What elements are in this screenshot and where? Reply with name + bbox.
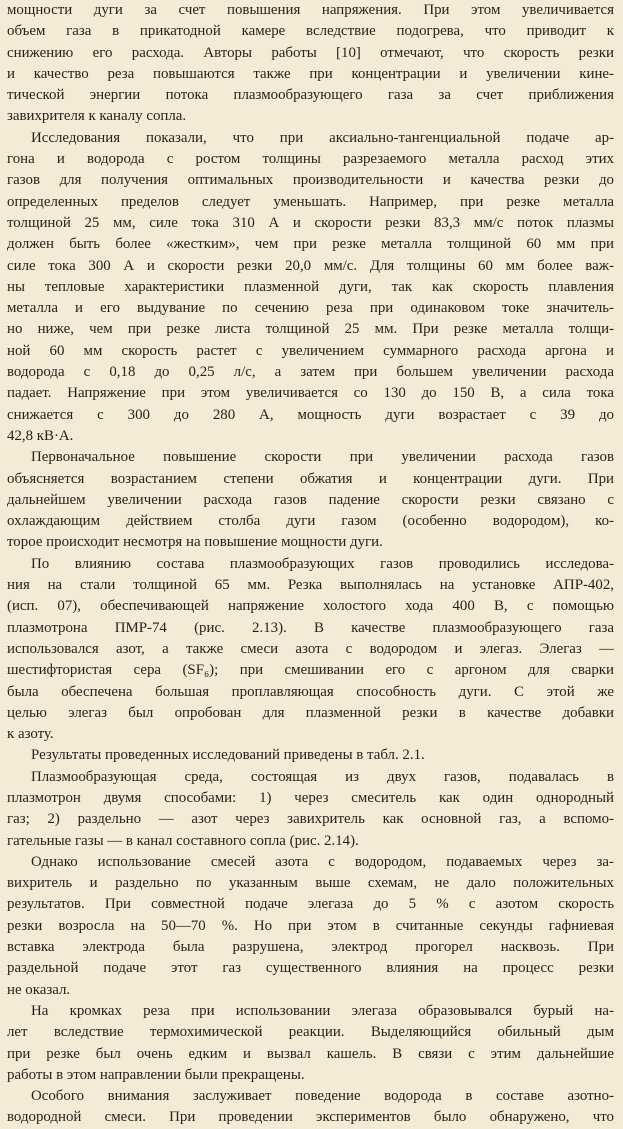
text-line: Исследования показали, что при аксиально-тангенциальной подаче ар-: [31, 129, 614, 146]
text-line: Первоначальное повышение скорости при увеличении расхода газов: [31, 449, 614, 466]
text-line: мощности дуги за счет повышения напряжения. При этом увеличивается: [7, 2, 614, 18]
text-line: тической энергии потока плазмообразующего газа за счет приближения: [7, 87, 614, 104]
text-line: целью элегаз был опробован для плазменной резки в качестве добавки: [7, 704, 614, 721]
text-line: водородной смеси. При проведении экспериментов было обнаружено, что: [7, 1109, 614, 1126]
text-line: водорода с 0,18 до 0,25 л/с, а затем при большем увеличении расхода: [7, 364, 614, 381]
text-line: Особого внимания заслуживает поведение водорода в составе азотно-: [31, 1088, 614, 1105]
text-line: не оказал.: [7, 981, 71, 998]
text-line: гательные газы — в канал составного сопла (рис. 2.14).: [7, 832, 359, 849]
text-line: Плазмообразующая среда, состоящая из двух газов, подавалась в: [31, 768, 614, 785]
text-line: лет вследствие термохимической реакции. Выделяющийся обильный дым: [7, 1024, 614, 1041]
text-line: газ; 2) раздельно — азот через завихритель как основной газ, а вспомо-: [7, 811, 614, 828]
text-line: резки возросла на 50—70 %. Но при этом в считанные секунды гафниевая: [7, 917, 614, 934]
paragraph: [7, 447, 614, 553]
text-line: вставка электрода была разрушена, электрод прогорел насквозь. При: [7, 939, 614, 956]
text-line: (исп. 07), обеспечивающей напряжение холостого хода 400 В, с помощью: [7, 598, 614, 615]
document-page: [7, 0, 614, 1126]
text-line: плазмотрона ПМР-74 (рис. 2.13). В качестве плазмообразующего газа: [7, 619, 614, 636]
text-line: раздельной подаче этот газ существенного влияния на процесс резки: [7, 960, 614, 977]
paragraph: [7, 128, 614, 447]
text-line: объясняется возрастанием степени обжатия и концентрации дуги. При: [7, 470, 614, 487]
text-line: должен быть более «жестким», чем при резке металла толщиной 60 мм при: [7, 236, 614, 253]
text-line: ния на стали толщиной 65 мм. Резка выполнялась на установке АПР-402,: [7, 577, 614, 594]
text-line: силе тока 300 А и скорости резки 20,0 мм/с. Для толщины 60 мм более важ-: [7, 257, 614, 274]
text-line: использовался азот, а также смеси азота с водородом и элегаз. Элегаз —: [7, 640, 614, 657]
text-line: ны тепловые характеристики плазменной дуги, так как скорость плавления: [7, 278, 614, 295]
paragraph: [7, 1001, 614, 1086]
paragraph: [7, 852, 614, 1001]
text-line: газов для получения оптимальных производительности и качества резки до: [7, 172, 614, 189]
text-line: снижению его расхода. Авторы работы [10] отмечают, что скорость резки: [7, 44, 614, 61]
paragraph: [7, 767, 614, 852]
text-line: завихрителя к каналу сопла.: [7, 108, 187, 125]
paragraph: [7, 554, 614, 746]
text-line: объем газа в прикатодной камере вследствие подогрева, что приводит к: [7, 23, 614, 40]
paragraph: [7, 0, 614, 128]
paragraph: [7, 745, 614, 766]
text-line: Однако использование смесей азота с водородом, подаваемых через за-: [31, 853, 614, 870]
text-line: Результаты проведенных исследований приведены в табл. 2.1.: [31, 747, 425, 764]
text-line: торое происходит несмотря на повышение мощности дуги.: [7, 534, 383, 551]
text-line: На кромках реза при использовании элегаза образовывался бурый на-: [31, 1002, 614, 1019]
text-line: результатов. При совместной подаче элегаза до 5 % с азотом скорость: [7, 896, 614, 913]
text-line: толщиной 25 мм, силе тока 310 А и скорости резки 83,3 мм/с поток плазмы: [7, 214, 614, 231]
text-line: вихритель и раздельно по указанным выше схемам, не дало положительных: [7, 875, 614, 892]
text-line: шестифтористая сера (SF₆); при смешивании его с аргоном для сварки: [7, 662, 614, 679]
text-line: ной 60 мм скорость растет с увеличением суммарного расхода аргона и: [7, 342, 614, 359]
text-line: падает. Напряжение при этом увеличивается со 130 до 150 В, а сила тока: [7, 385, 614, 402]
text-line: работы в этом направлении были прекращены.: [7, 1066, 305, 1083]
text-line: 42,8 кВ·А.: [7, 427, 74, 444]
text-line: гона и водорода с ростом толщины разрезаемого металла расход этих: [7, 151, 614, 168]
text-line: снижается с 300 до 280 А, мощность дуги возрастает с 39 до: [7, 406, 614, 423]
text-line: была обеспечена большая проплавляющая способность дуги. С этой же: [7, 683, 614, 700]
paragraph: [7, 1086, 614, 1129]
text-line: металла и его выдувание по сечению реза при одинаковом токе значитель-: [7, 300, 614, 317]
text-line: По влиянию состава плазмообразующих газов проводились исследова-: [31, 555, 614, 572]
text-line: охлаждающим действием столба дуги газом (особенно водородом), ко-: [7, 513, 614, 530]
text-line: но ниже, чем при резке листа толщиной 25 мм. При резке металла толщи-: [7, 321, 614, 338]
text-line: к азоту.: [7, 726, 54, 743]
text-line: дальнейшем увеличении расхода газов падение скорости резки связано с: [7, 491, 614, 508]
text-line: плазмотрон двумя способами: 1) через смеситель как один однородный: [7, 789, 614, 806]
text-line: определенных пределов следует уменьшать. Например, при резке металла: [7, 193, 614, 210]
text-line: при резке был очень едким и вызвал кашель. В связи с этим дальнейшие: [7, 1045, 614, 1062]
text-line: и качество реза повышаются также при концентрации и увеличении кине-: [7, 65, 614, 82]
